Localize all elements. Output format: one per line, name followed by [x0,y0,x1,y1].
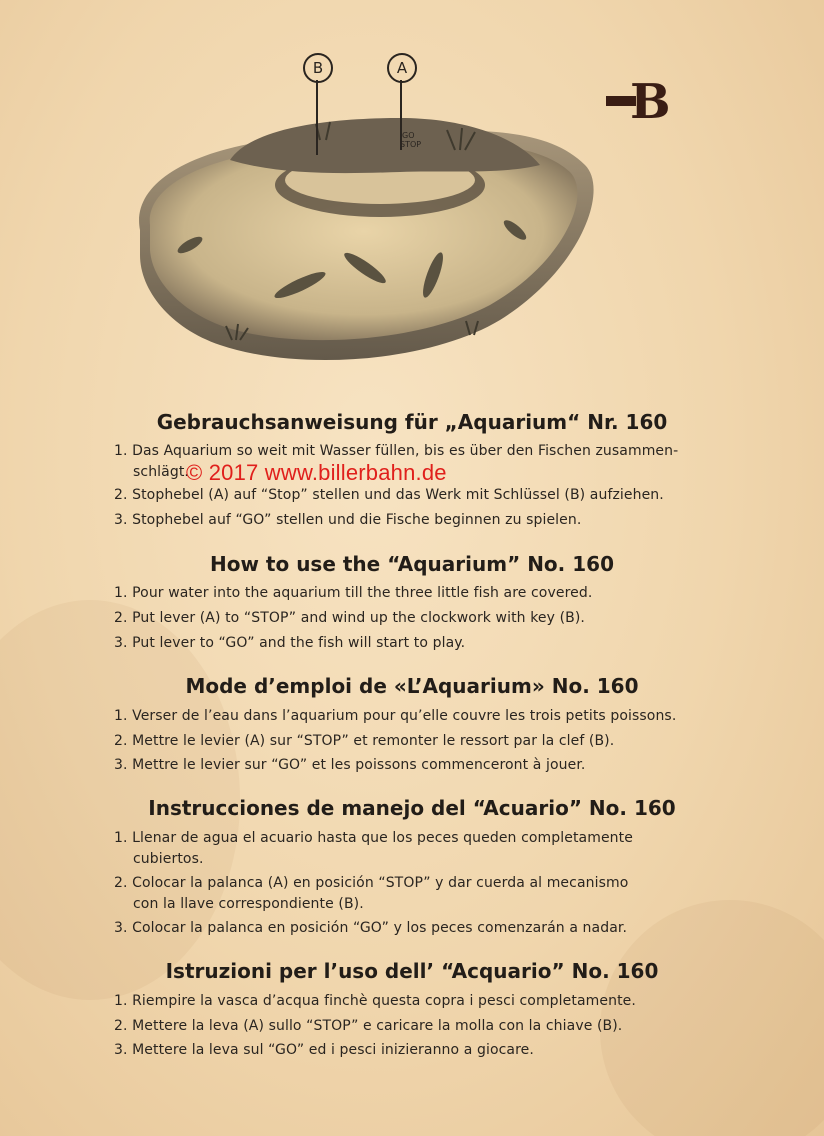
instruction-line: 1. Riempire la vasca d’acqua finchè questa copra i pesci completamente. [114,993,636,1009]
aquarium-mechanism-housing [230,118,540,173]
lever-stop-label: STOP [400,140,422,149]
callout-a-lever: A [387,53,417,83]
heading-german: Gebrauchsanweisung für „Aquarium“ Nr. 160 [156,410,668,434]
instruction-line: 2. Stophebel (A) auf “Stop” stellen und das Werk mit Schlüssel (B) aufziehen. [114,487,664,503]
lever-go-label: GO [402,131,415,140]
instruction-line: 2. Put lever (A) to “STOP” and wind up the clockwork with key (B). [114,610,585,626]
instruction-line: 3. Colocar la palanca en posición “GO” y los peces comenzarán a nadar. [114,920,627,936]
instruction-line: 1. Llenar de agua el acuario hasta que los peces queden completamente [114,830,633,846]
heading-english: How to use the “Aquarium” No. 160 [210,552,614,576]
instruction-line: cubiertos. [133,851,204,867]
heading-french: Mode d’emploi de «L’Aquarium» No. 160 [185,674,639,698]
instruction-line: 1. Das Aquarium so weit mit Wasser füllen, bis es über den Fischen zusammen- [114,443,679,459]
instruction-line: 1. Verser de l’eau dans l’aquarium pour qu’elle couvre les trois petits poissons. [114,708,677,724]
instruction-line: 1. Pour water into the aquarium till the three little fish are covered. [114,585,593,601]
heading-italian: Istruzioni per l’uso dell’ “Acquario” No. 160 [165,959,659,983]
heading-spanish: Instrucciones de manejo del “Acuario” No. 160 [148,796,676,820]
instruction-line: con la llave correspondiente (B). [133,896,364,912]
instruction-line: 3. Put lever to “GO” and the fish will start to play. [114,635,466,651]
logo-letter: B [630,74,671,130]
callout-b-key: B [303,53,333,83]
instruction-line: 2. Mettre le levier (A) sur “STOP” et remonter le ressort par la clef (B). [114,733,615,749]
instruction-line: 2. Mettere la leva (A) sullo “STOP” e caricare la molla con la chiave (B). [114,1018,623,1034]
paper-stain [600,900,824,1136]
copyright-watermark: © 2017 www.billerbahn.de [186,460,447,485]
instruction-line: schlägt. [133,464,189,480]
instruction-line: 3. Mettre le levier sur “GO” et les poissons commenceront à jouer. [114,757,586,773]
instruction-line: 2. Colocar la palanca (A) en posición “STOP” y dar cuerda al mecanismo [114,875,629,891]
instruction-line: 3. Stophebel auf “GO” stellen und die Fische beginnen zu spielen. [114,512,582,528]
brand-logo [608,74,690,130]
instruction-line: 3. Mettere la leva sul “GO” ed i pesci inizieranno a giocare. [114,1042,534,1058]
